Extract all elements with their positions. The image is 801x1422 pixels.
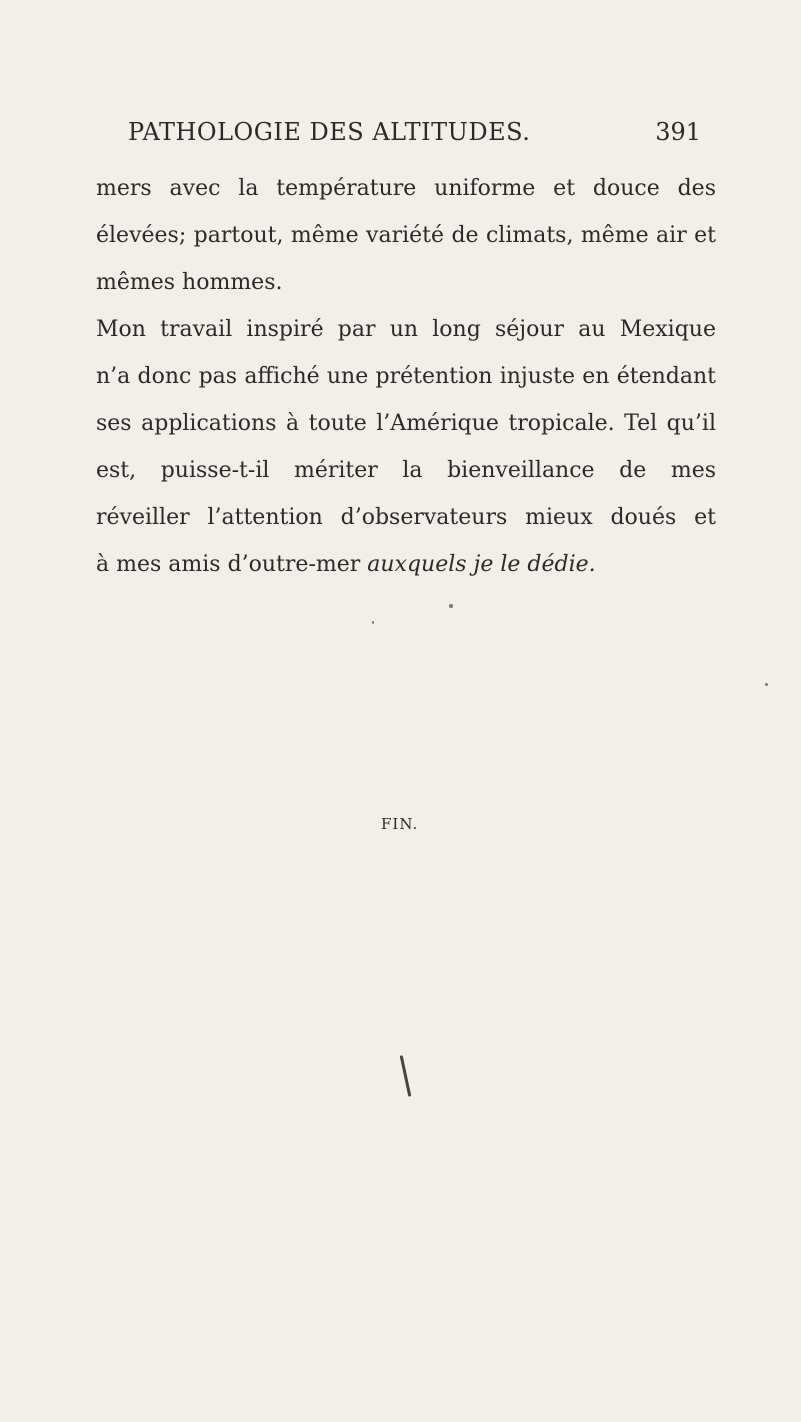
running-title: PATHOLOGIE DES ALTITUDES.: [128, 118, 531, 146]
text-line: Mon travail inspiré par un long séjour au Mexique: [96, 317, 716, 342]
ink-mark: [400, 1055, 412, 1097]
text-line: est, puisse-t-il mériter la bienveillance de mes: [96, 458, 716, 483]
text-line: n’a donc pas affiché une prétention injuste en étendant: [96, 364, 716, 389]
text-line: ses applications à toute l’Amérique tropicale. Tel qu’il: [96, 411, 716, 436]
ink-speck: [765, 683, 768, 686]
running-head: [128, 118, 701, 152]
text-line: réveiller l’attention d’observateurs mieux doués et: [96, 505, 716, 530]
dedication-italic: auxquels je le dédie.: [367, 552, 596, 577]
ink-speck: [372, 621, 374, 624]
page-number: 391: [655, 118, 701, 146]
last-line-start: à mes amis d’outre-mer: [96, 552, 368, 577]
ink-speck: [449, 604, 453, 608]
text-line: élevées; partout, même variété de climats, même air et: [96, 223, 716, 248]
text-line: mêmes hommes.: [96, 270, 283, 295]
last-text-line: [96, 541, 716, 588]
body-text: [96, 165, 716, 588]
text-line: mers avec la température uniforme et douce des: [96, 176, 716, 201]
end-label: FIN.: [381, 815, 419, 833]
